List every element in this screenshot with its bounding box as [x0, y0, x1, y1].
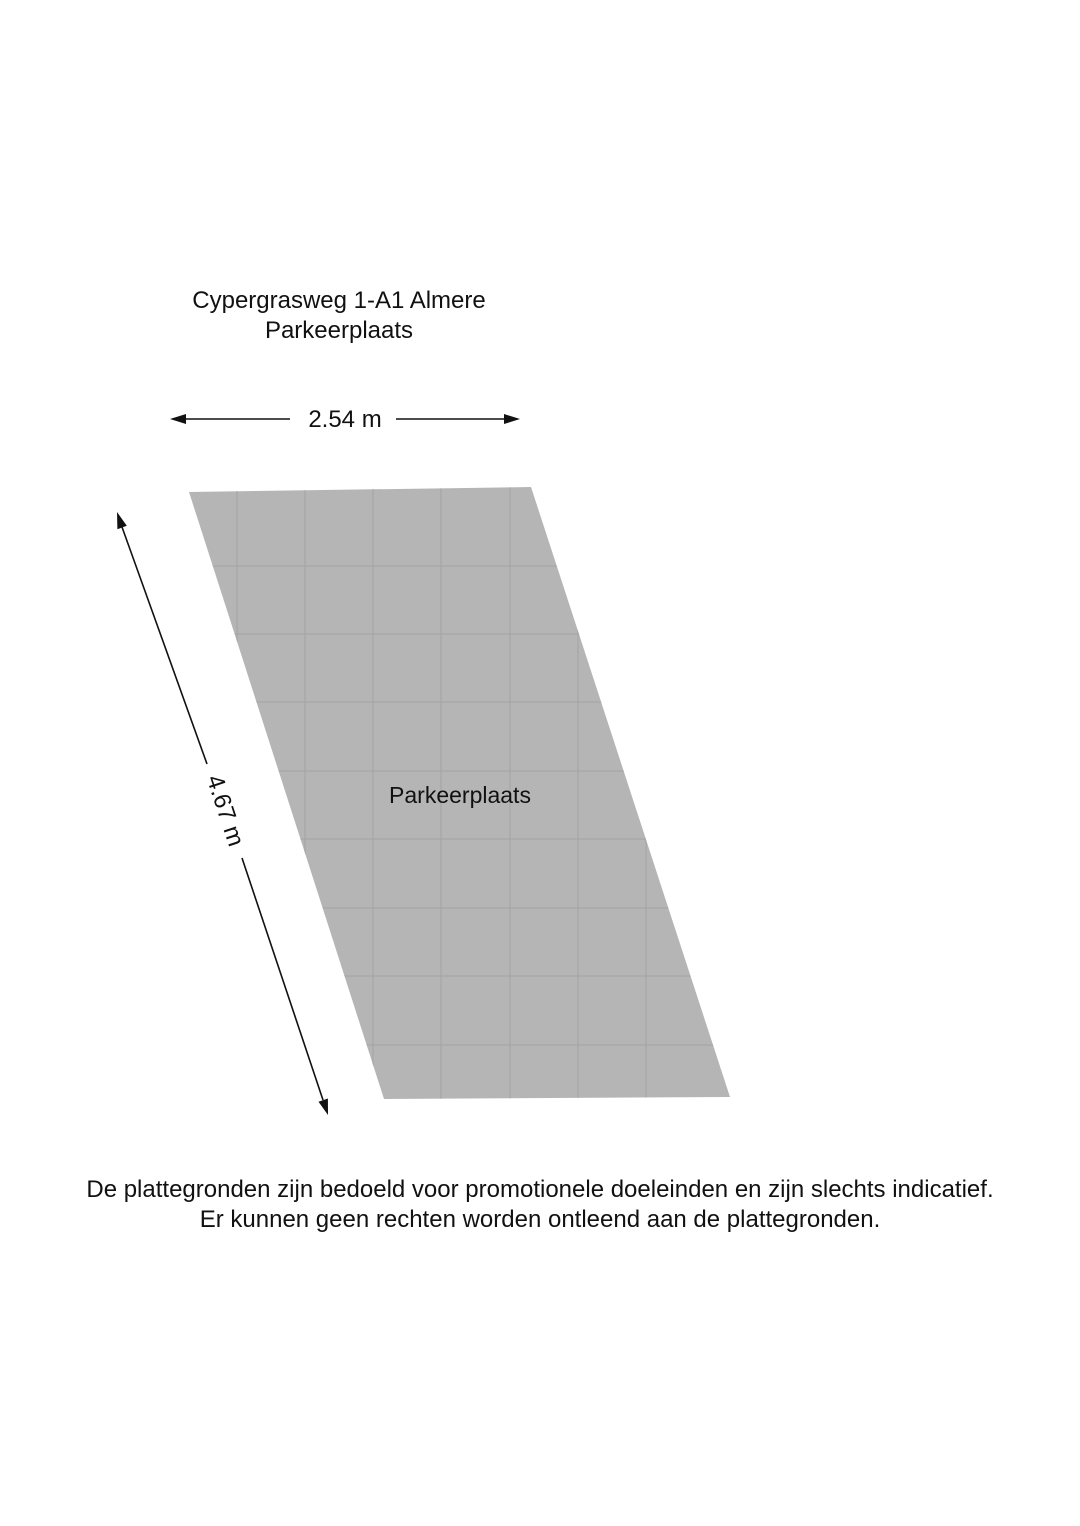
length-dimension-line-bottom [242, 858, 323, 1100]
floor-name: Parkeerplaats [264, 317, 414, 344]
width-dimension [170, 406, 520, 433]
arrow-down-icon [319, 1099, 329, 1116]
room-label: Parkeerplaats [389, 782, 531, 808]
arrow-right-icon [504, 414, 520, 424]
address-title: Cypergrasweg 1-A1 Almere [192, 287, 486, 314]
arrow-up-icon [117, 512, 127, 529]
length-dimension-line-top [122, 527, 207, 764]
length-dimension-label: 4.67 m [200, 771, 250, 850]
disclaimer-line-1: De plattegronden zijn bedoeld voor promotionele doeleinden en zijn slechts indicatief. [86, 1176, 994, 1203]
disclaimer [0, 1175, 1080, 1235]
disclaimer-line-2: Er kunnen geen rechten worden ontleend aan de plattegronden. [199, 1206, 881, 1233]
width-dimension-label: 2.54 m [308, 406, 382, 433]
arrow-left-icon [170, 414, 186, 424]
